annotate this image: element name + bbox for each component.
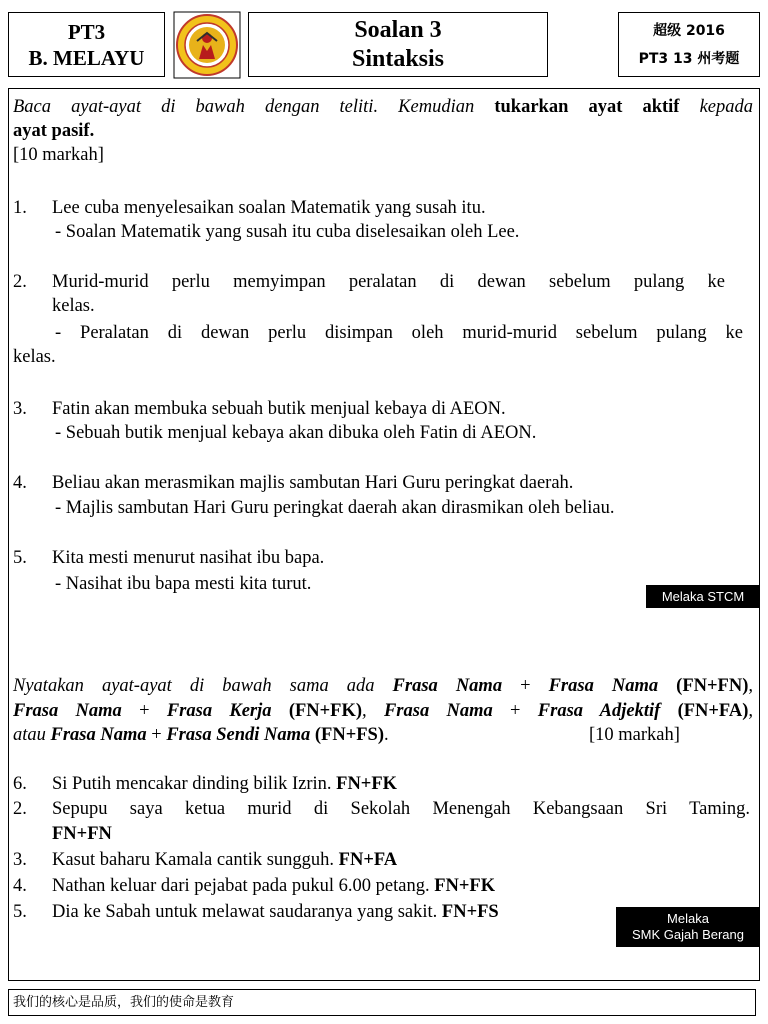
item-number: 5.	[13, 902, 27, 922]
section2-instruction-line1: Nyatakan ayat-ayat di bawah sama ada Frasa Nama + Frasa Nama (FN+FN),	[13, 676, 753, 696]
section2-instruction-line2: Frasa Nama + Frasa Kerja (FN+FK), Frasa Nama + Frasa Adjektif (FN+FA),	[13, 701, 753, 721]
footer-motto: 我们的核心是品质，我们的使命是教育	[8, 989, 756, 1016]
phrase-item: Si Putih mencakar dinding bilik Izrin. FN+FK	[52, 774, 398, 794]
section1-instruction: Baca ayat-ayat di bawah dengan teliti. Kemudian tukarkan ayat aktif kepada	[13, 97, 753, 117]
passive-answer: - Sebuah butik menjual kebaya akan dibuka oleh Fatin di AEON.	[55, 423, 537, 443]
passive-answer: - Nasihat ibu bapa mesti kita turut.	[55, 574, 312, 594]
series-year: 超级 2016	[653, 22, 725, 39]
active-sentence-cont: kelas.	[52, 296, 95, 316]
subject-box	[8, 12, 165, 77]
subject-code: PT3	[67, 19, 106, 44]
phrase-item: Dia ke Sabah untuk melawat saudaranya yang sakit. FN+FS	[52, 902, 499, 922]
question-title-box	[248, 12, 548, 77]
series-label: PT3 13 州考题	[638, 50, 740, 67]
section2-instruction-line3: atau Frasa Nama + Frasa Sendi Nama (FN+FS).	[13, 725, 389, 745]
phrase-answer: FN+FA	[338, 850, 398, 870]
passive-answer: - Peralatan di dewan perlu disimpan oleh murid-murid sebelum pulang ke	[55, 323, 743, 343]
item-number: 2.	[13, 799, 27, 819]
item-number: 1.	[13, 198, 27, 218]
active-sentence: Lee cuba menyelesaikan soalan Matematik yang susah itu.	[52, 198, 486, 218]
active-sentence: Kita mesti menurut nasihat ibu bapa.	[52, 548, 325, 568]
super-education-logo	[173, 11, 241, 79]
section2-marks: [10 markah]	[589, 725, 680, 745]
series-box	[618, 12, 760, 77]
section1-marks: [10 markah]	[13, 145, 104, 165]
passive-answer-cont: kelas.	[13, 347, 56, 367]
phrase-answer: FN+FK	[434, 876, 496, 896]
item-number: 4.	[13, 473, 27, 493]
item-number: 2.	[13, 272, 27, 292]
phrase-answer: FN+FN	[52, 824, 112, 844]
passive-answer: - Soalan Matematik yang susah itu cuba diselesaikan oleh Lee.	[55, 222, 520, 242]
phrase-item: Nathan keluar dari pejabat pada pukul 6.00 petang. FN+FK	[52, 876, 496, 896]
item-number: 3.	[13, 399, 27, 419]
phrase-item: Sepupu saya ketua murid di Sekolah Menengah Kebangsaan Sri Taming.	[52, 799, 750, 819]
item-number: 6.	[13, 774, 27, 794]
source-tag-gajah-berang: Melaka SMK Gajah Berang	[616, 907, 760, 947]
subject-name: B. MELAYU	[28, 45, 145, 70]
source-tag-stcm: Melaka STCM	[646, 585, 760, 608]
active-sentence: Beliau akan merasmikan majlis sambutan Hari Guru peringkat daerah.	[52, 473, 574, 493]
item-number: 4.	[13, 876, 27, 896]
phrase-answer: FN+FK	[336, 774, 398, 794]
question-number: Soalan 3	[354, 16, 442, 43]
phrase-item: Kasut baharu Kamala cantik sungguh. FN+FA	[52, 850, 398, 870]
item-number: 3.	[13, 850, 27, 870]
active-sentence: Murid-murid perlu memyimpan peralatan di dewan sebelum pulang ke	[52, 272, 725, 292]
active-sentence: Fatin akan membuka sebuah butik menjual kebaya di AEON.	[52, 399, 506, 419]
section1-instruction-cont: ayat pasif.	[13, 121, 95, 141]
passive-answer: - Majlis sambutan Hari Guru peringkat daerah akan dirasmikan oleh beliau.	[55, 498, 615, 518]
item-number: 5.	[13, 548, 27, 568]
phrase-answer: FN+FS	[441, 902, 499, 922]
question-topic: Sintaksis	[351, 45, 445, 72]
